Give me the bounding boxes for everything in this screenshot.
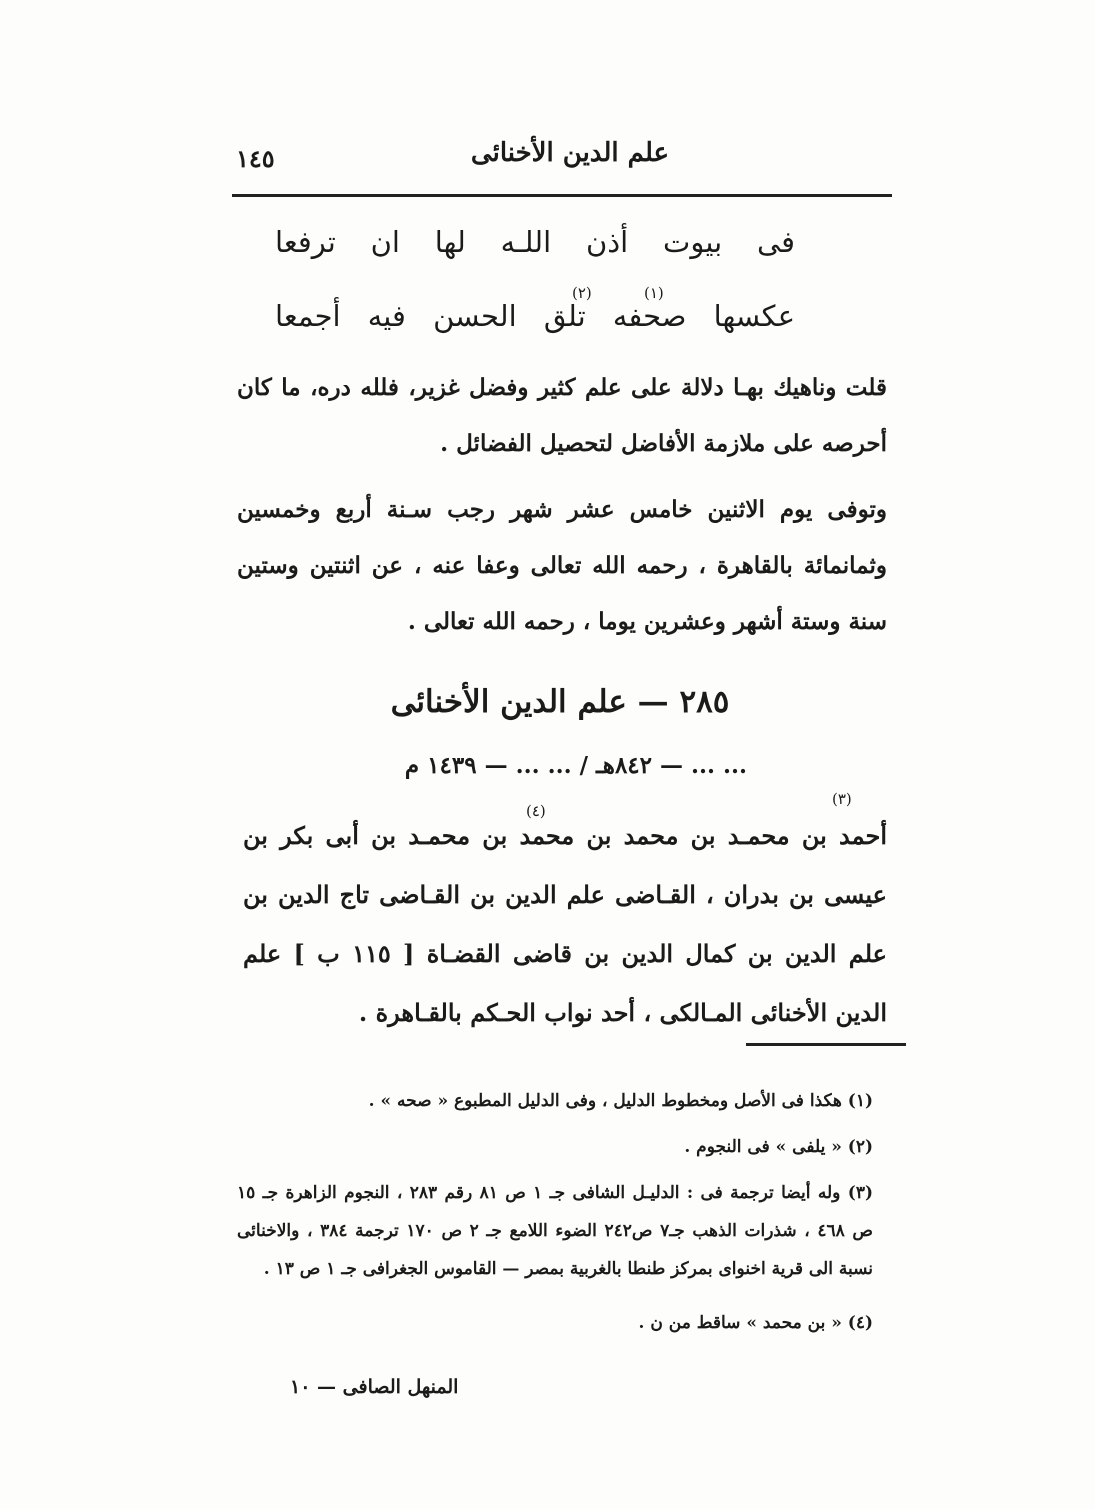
footnote-marker-4: (٤) bbox=[526, 802, 546, 820]
footnote-2: (٢) « يلفى » فى النجوم . bbox=[684, 1137, 873, 1157]
signature-mark: المنهل الصافى — ١٠ bbox=[290, 1376, 459, 1398]
verse-line-1: فى بيوت أذن اللـه لها ان ترفعا bbox=[275, 225, 795, 259]
header-divider bbox=[232, 194, 892, 197]
page-number: ١٤٥ bbox=[236, 144, 275, 173]
footnote-marker-3: (٣) bbox=[832, 790, 852, 808]
footnote-marker-1: (١) bbox=[644, 284, 664, 302]
biography-heading: ٢٨٥ — علم الدين الأخنائى bbox=[390, 684, 730, 720]
footnote-1: (١) هكذا فى الأصل ومخطوط الدليل ، وفى الدليل المطبوع « صحه » . bbox=[368, 1091, 873, 1111]
paragraph-1: قلت وناهيك بهـا دلالة على علم كثير وفضل غزير، فلله دره، ما كان أحرصه على ملازمة الأفاضل لتحصيل الفضائل . bbox=[237, 374, 887, 457]
biography-text: أحمد بن محمـد بن محمد بن محمد بن محمـد بن أبى بكر بن عيسى بن بدران ، القـاضى علم الدين بن القـاضى تاج الدين بن علم الدين بن كمال الدين بن قاضى القضـاة [ ١١٥ ب ] علم الدين الأخنائى المـالكى ، أحد نواب الحـكم بالقـاهرة . bbox=[243, 821, 887, 1027]
paragraph-2: وتوفى يوم الاثنين خامس عشر شهر رجب سـنة أربع وخمسين وثمانمائة بالقاهرة ، رحمه الله تعالى وعفا عنه ، عن اثنتين وستين سنة وستة أشهر وعشرين يوما ، رحمه الله تعالى . bbox=[237, 496, 887, 635]
running-header-title: علم الدين الأخنائى bbox=[470, 138, 670, 168]
footnote-3: (٣) وله أيضا ترجمة فى : الدليـل الشافى جـ ١ ص ٨١ رقم ٢٨٣ ، النجوم الزاهرة جـ ١٥ ص ٤٦٨ ، شذرات الذهب جـ٧ ص٢٤٢ الضوء اللامع جـ ٢ ص ١٧٠ ترجمة ٣٨٤ ، والاخنائى نسبة الى قرية اخنواى بمركز طنطا بالغربية بمصر — القاموس الجغرافى جـ ١ ص ١٣ . bbox=[237, 1183, 874, 1279]
verse-line-2: عكسها صحفه تلق الحسن فيه أجمعا bbox=[275, 299, 795, 333]
biography-dates: ... ... — ٨٤٢هـ / ... ... — ١٤٣٩ م bbox=[404, 752, 748, 779]
footnote-divider bbox=[746, 1043, 906, 1046]
footnote-4: (٤) « بن محمد » ساقط من ن . bbox=[638, 1313, 873, 1333]
footnote-marker-2: (٢) bbox=[572, 284, 592, 302]
